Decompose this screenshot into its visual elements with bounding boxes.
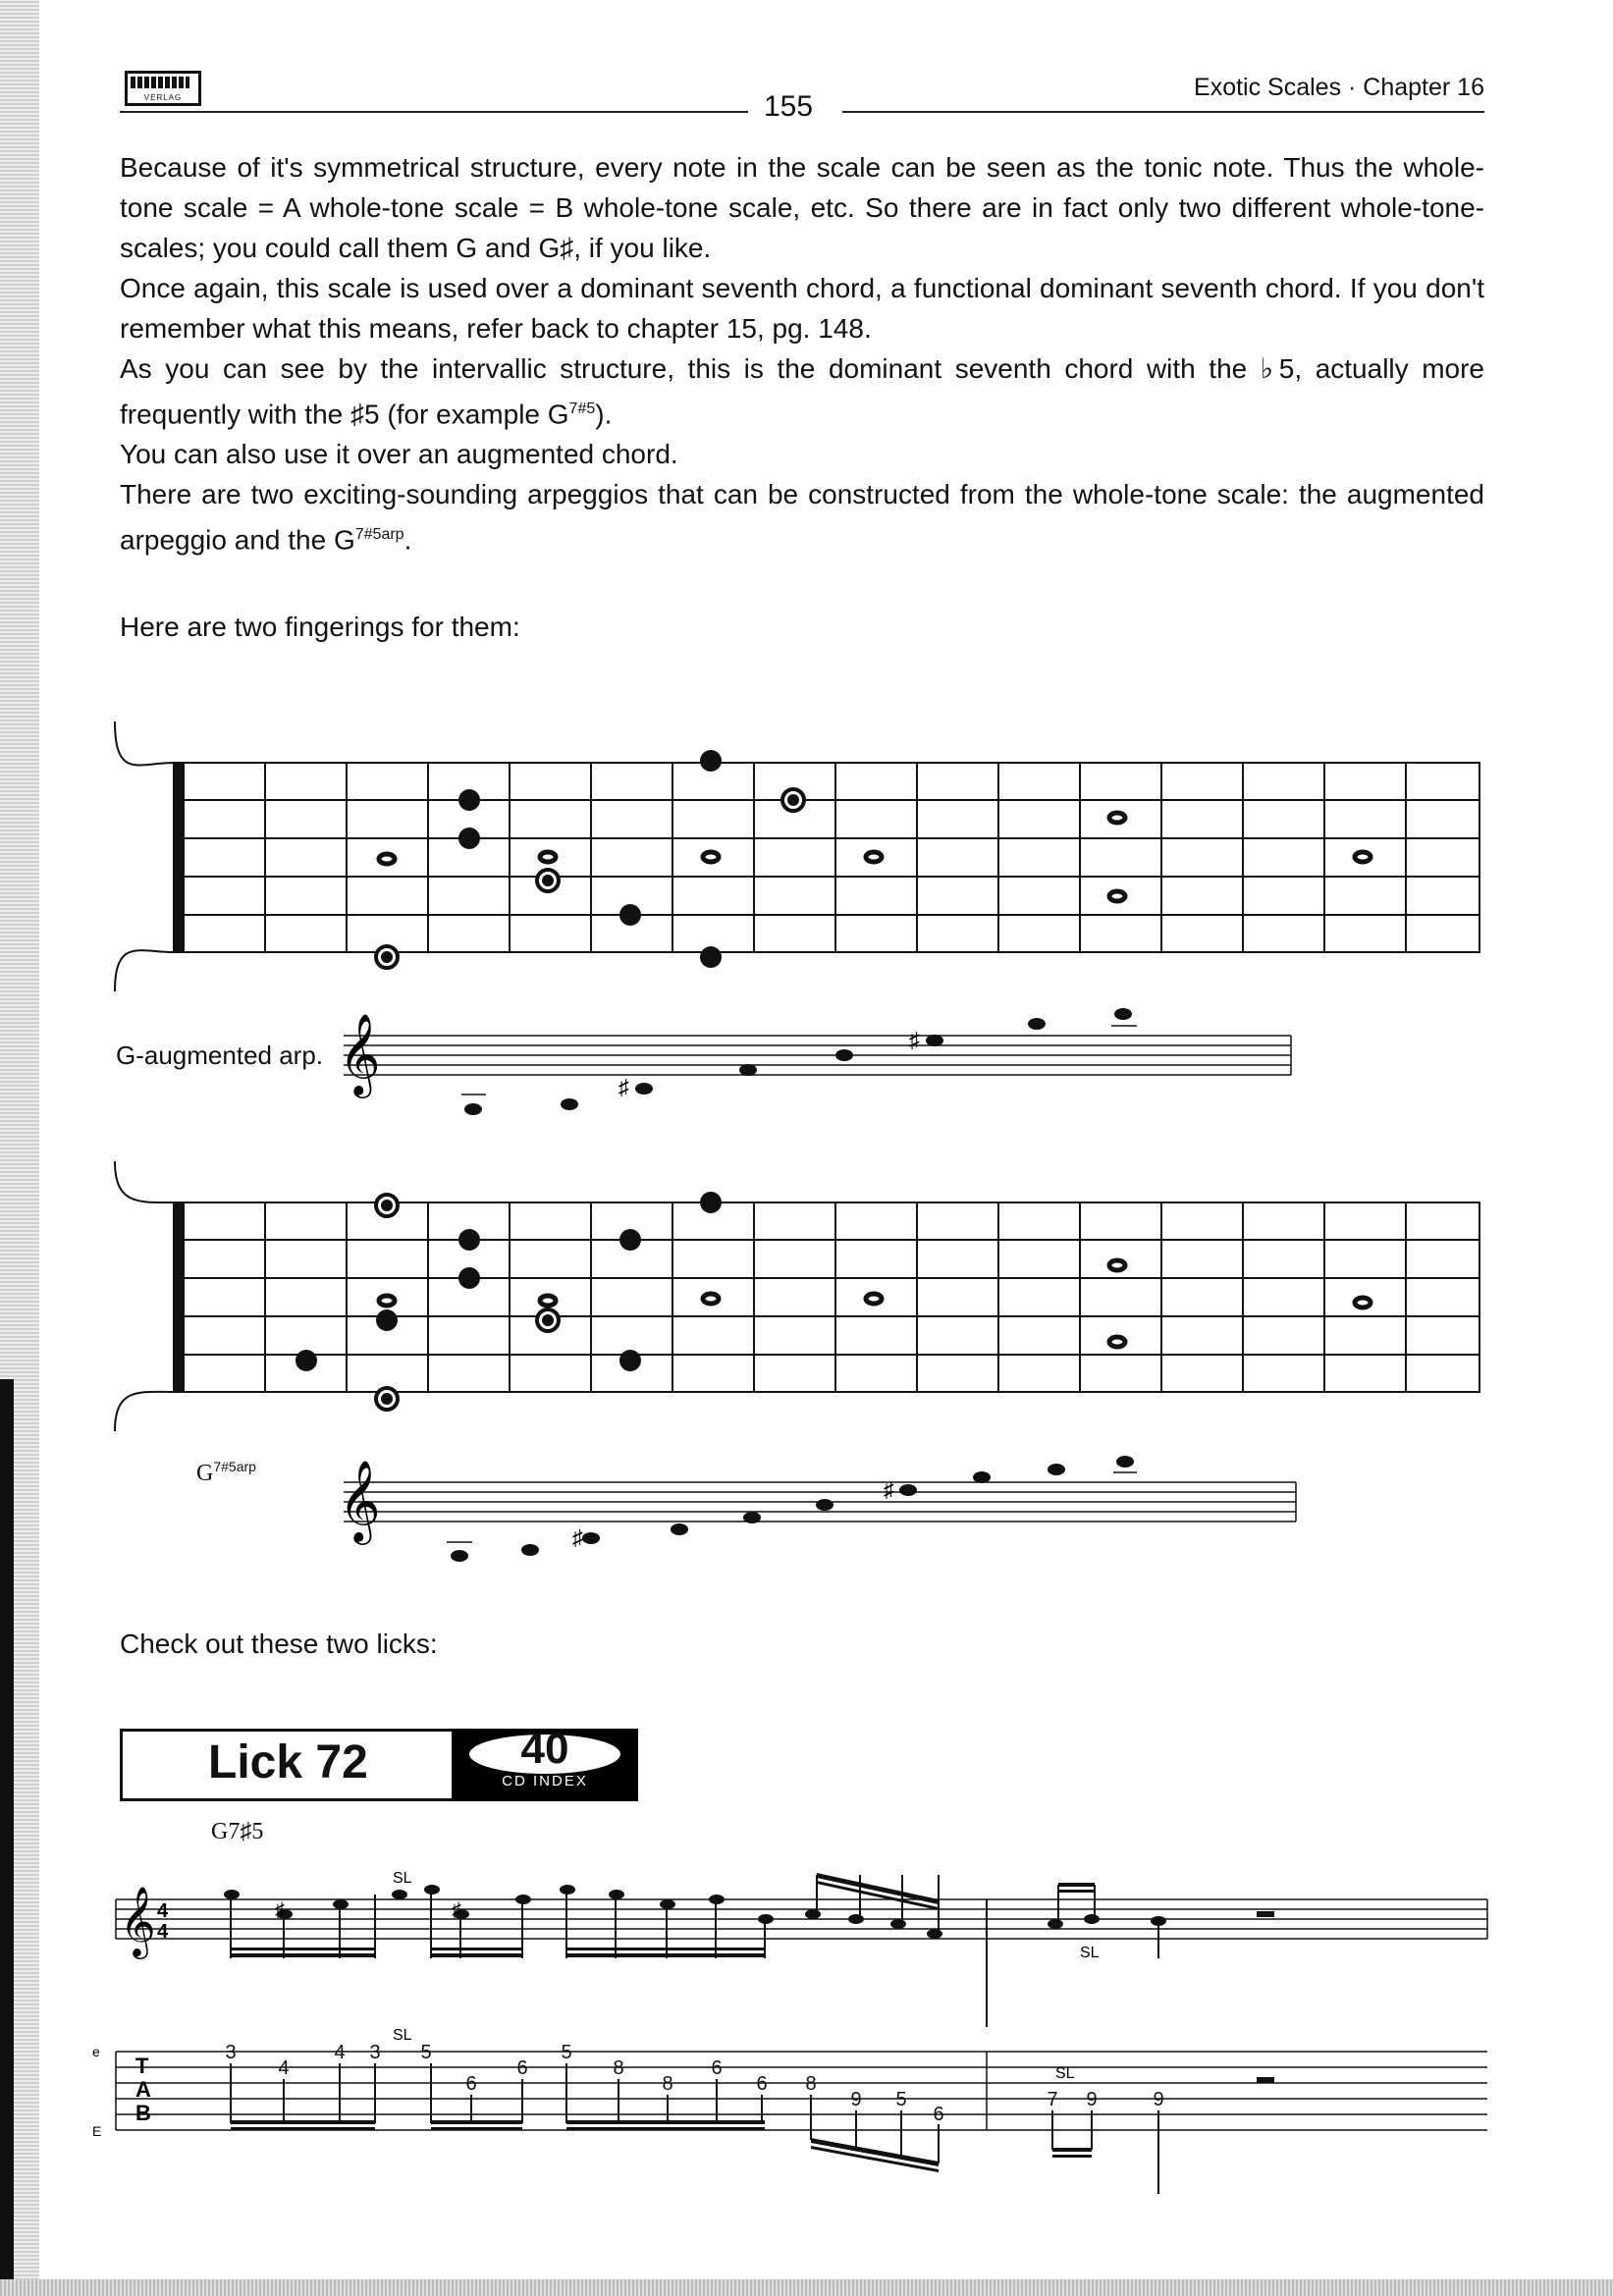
paragraph-symmetry: Because of it's symmetrical structure, every note in the scale can be seen as the tonic note. Thus the whole-tone scale = A whole-tone scale = B whole-tone scale, etc. So there are in fact only two different whole-tone- scales; you could call them G and G♯, if you like. bbox=[120, 152, 1484, 263]
paragraph-licks: Check out these two licks: bbox=[120, 1629, 438, 1659]
cd-track-number: 40 bbox=[520, 1725, 569, 1773]
svg-text:♯: ♯ bbox=[572, 1525, 583, 1550]
tab-number: 9 bbox=[1153, 2089, 1164, 2110]
paragraph-intervallic-end: ). bbox=[595, 399, 613, 430]
staff-g7sharp5-arp bbox=[334, 1448, 1316, 1571]
cd-index-label: CD INDEX bbox=[502, 1773, 588, 1789]
treble-clef-icon: 𝄞 bbox=[339, 1462, 381, 1540]
g7sharp5-arp-label bbox=[196, 1459, 256, 1487]
svg-text:SL: SL bbox=[393, 2027, 412, 2044]
tab-number: 4 bbox=[334, 2042, 346, 2063]
paragraph-intervallic bbox=[120, 348, 1484, 434]
tab-number: 5 bbox=[420, 2042, 432, 2063]
tab-string-e: e bbox=[92, 2044, 100, 2059]
paragraph-dominant: Once again, this scale is used over a dominant seventh chord, a functional dominant seventh chord. If you don't remember what this means, refer back to chapter 15, pg. 148. bbox=[120, 273, 1484, 344]
lick-title: Lick 72 bbox=[208, 1736, 368, 1789]
body-text bbox=[120, 147, 1484, 561]
tab-number: 7 bbox=[1047, 2089, 1058, 2110]
tab-letter-a: A bbox=[135, 2077, 151, 2102]
tab-number: 5 bbox=[561, 2042, 572, 2063]
tab-number: 6 bbox=[465, 2073, 477, 2095]
treble-clef-icon: 𝄞 bbox=[120, 1888, 156, 1955]
slide-marking: SL bbox=[393, 1870, 412, 1887]
paragraph-intervallic-text: As you can see by the intervallic structure, this is the dominant seventh chord with the ♭5, actually more frequently with the ♯5 (for example G bbox=[120, 353, 1484, 430]
svg-text:♯: ♯ bbox=[452, 1899, 461, 1921]
paragraph-augmented: You can also use it over an augmented chord. bbox=[120, 439, 678, 470]
logo-label: VERLAG bbox=[143, 93, 183, 102]
piano-keys-icon bbox=[131, 77, 189, 88]
scan-bottom-edge bbox=[0, 2279, 1613, 2296]
page-number: 155 bbox=[764, 90, 814, 123]
g7sharp5-arp-label-main: G bbox=[196, 1461, 214, 1486]
running-head: Exotic Scales · Chapter 16 bbox=[1194, 74, 1484, 101]
tab-number: 5 bbox=[895, 2089, 907, 2110]
svg-text:SL: SL bbox=[1080, 1945, 1100, 1961]
superscript-arp: 7#5arp bbox=[354, 526, 404, 544]
tab-letter-t: T bbox=[135, 2054, 149, 2078]
tab-number: 8 bbox=[613, 2057, 624, 2079]
treble-clef-icon: 𝄞 bbox=[339, 1015, 381, 1094]
svg-text:♯: ♯ bbox=[275, 1899, 285, 1921]
svg-text:♯: ♯ bbox=[618, 1075, 629, 1099]
tab-number: 3 bbox=[225, 2042, 237, 2063]
superscript-chord: 7#5 bbox=[568, 400, 596, 417]
fretboard-diagram-augmented bbox=[110, 721, 1484, 991]
paragraph-arpeggios-text: There are two exciting-sounding arpeggios that can be constructed from the whole-tone scale: the augmented arpeggio and the G bbox=[120, 479, 1484, 556]
paragraph-fingerings: Here are two fingerings for them: bbox=[120, 612, 520, 642]
tab-number: 6 bbox=[516, 2057, 528, 2079]
tab-number: 8 bbox=[805, 2073, 817, 2095]
tab-number: 4 bbox=[278, 2057, 290, 2079]
tab-number: 6 bbox=[756, 2073, 768, 2095]
svg-text:4: 4 bbox=[157, 1921, 169, 1943]
tab-number: 8 bbox=[662, 2073, 673, 2095]
tab-string-E: E bbox=[92, 2123, 102, 2139]
augmented-arp-label: G-augmented arp. bbox=[116, 1041, 324, 1070]
header-rule-right bbox=[842, 111, 1484, 113]
tab-number: 9 bbox=[850, 2089, 862, 2110]
paragraph-arpeggios bbox=[120, 474, 1484, 560]
lick-notation-and-tab bbox=[92, 1845, 1492, 2199]
header-rule-left bbox=[120, 111, 748, 113]
tab-letter-b: B bbox=[135, 2101, 151, 2125]
chord-symbol: G7♯5 bbox=[211, 1819, 264, 1844]
svg-text:♯: ♯ bbox=[909, 1028, 920, 1052]
g7sharp5-arp-label-sup: 7#5arp bbox=[213, 1459, 256, 1474]
thumb-index-tab bbox=[0, 1379, 14, 2287]
svg-text:♯: ♯ bbox=[884, 1477, 894, 1502]
tab-number: 3 bbox=[369, 2042, 381, 2063]
svg-text:SL: SL bbox=[1055, 2065, 1075, 2082]
tab-number: 6 bbox=[933, 2104, 944, 2125]
tab-number: 9 bbox=[1086, 2089, 1098, 2110]
svg-text:4: 4 bbox=[157, 1900, 169, 1922]
tab-number: 6 bbox=[711, 2057, 723, 2079]
publisher-logo bbox=[125, 71, 201, 106]
paragraph-arpeggios-end: . bbox=[403, 524, 412, 556]
staff-augmented-arp bbox=[334, 996, 1316, 1119]
fretboard-diagram-g7sharp5 bbox=[110, 1161, 1484, 1431]
